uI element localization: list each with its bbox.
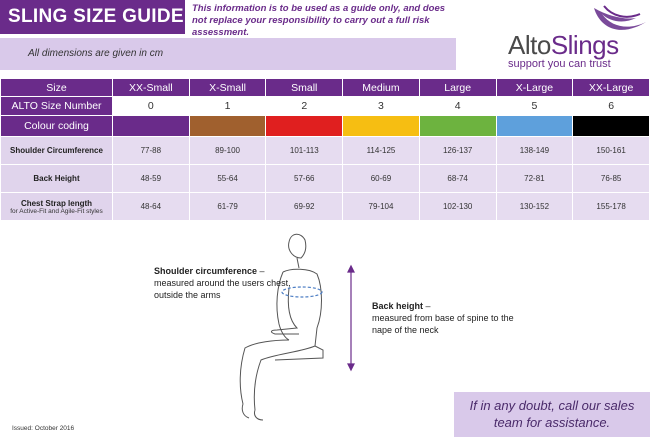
shoulder-cell: 114-125 bbox=[343, 137, 420, 165]
size-small: Small bbox=[266, 79, 343, 97]
disclaimer-text: This information is to be used as a guide only, and does not replace your responsibility to carry out a full risk assessment. bbox=[186, 0, 456, 34]
shoulder-cell: 77-88 bbox=[113, 137, 190, 165]
colour-coding-row bbox=[1, 116, 650, 137]
issued-date: Issued: October 2016 bbox=[12, 425, 75, 432]
page-title: SLING SIZE GUIDE bbox=[8, 6, 184, 27]
seated-figure-illustration bbox=[205, 228, 355, 428]
back-height-row bbox=[1, 165, 650, 193]
colour-coding-label: Colour coding bbox=[1, 116, 113, 137]
dimensions-bar bbox=[0, 38, 456, 70]
chest-strap-title: Chest Strap length bbox=[20, 198, 93, 208]
logo-word-alto: Alto bbox=[508, 30, 551, 60]
shoulder-cell: 126-137 bbox=[419, 137, 496, 165]
size-table bbox=[0, 78, 650, 221]
chest-strap-cell: 130-152 bbox=[496, 193, 573, 221]
shoulder-cell: 89-100 bbox=[189, 137, 266, 165]
size-number-cell: 2 bbox=[266, 97, 343, 116]
chest-strap-cell: 102-130 bbox=[419, 193, 496, 221]
altoslings-logo bbox=[500, 2, 650, 72]
chest-strap-cell: 79-104 bbox=[343, 193, 420, 221]
size-number-cell: 0 bbox=[113, 97, 190, 116]
shoulder-annotation-dash: – bbox=[257, 266, 265, 276]
chest-strap-cell: 155-178 bbox=[573, 193, 650, 221]
size-number-cell: 5 bbox=[496, 97, 573, 116]
back-height-label: Back Height bbox=[1, 165, 113, 193]
colour-swatch bbox=[113, 116, 190, 137]
back-height-cell: 57-66 bbox=[266, 165, 343, 193]
size-large: Large bbox=[419, 79, 496, 97]
chest-strap-subtitle: for Active-Fit and Agile-Fit styles bbox=[10, 207, 103, 215]
chest-strap-cell: 48-64 bbox=[113, 193, 190, 221]
colour-swatch bbox=[189, 116, 266, 137]
chest-strap-label bbox=[1, 193, 113, 221]
back-height-cell: 76-85 bbox=[573, 165, 650, 193]
size-number-row bbox=[1, 97, 650, 116]
back-height-cell: 48-59 bbox=[113, 165, 190, 193]
size-xx-small: XX-Small bbox=[113, 79, 190, 97]
chest-strap-cell: 61-79 bbox=[189, 193, 266, 221]
back-height-cell: 60-69 bbox=[343, 165, 420, 193]
size-xx-large: XX-Large bbox=[573, 79, 650, 97]
colour-swatch bbox=[343, 116, 420, 137]
size-x-large: X-Large bbox=[496, 79, 573, 97]
colour-swatch bbox=[266, 116, 343, 137]
size-number-cell: 3 bbox=[343, 97, 420, 116]
chest-strap-cell: 69-92 bbox=[266, 193, 343, 221]
back-height-cell: 72-81 bbox=[496, 165, 573, 193]
back-height-cell: 55-64 bbox=[189, 165, 266, 193]
logo-wordmark bbox=[508, 30, 619, 61]
shoulder-row bbox=[1, 137, 650, 165]
size-number-cell: 4 bbox=[419, 97, 496, 116]
back-height-annotation bbox=[372, 300, 522, 336]
size-x-small: X-Small bbox=[189, 79, 266, 97]
size-number-cell: 1 bbox=[189, 97, 266, 116]
size-number-label: ALTO Size Number bbox=[1, 97, 113, 116]
back-height-annotation-title: Back height bbox=[372, 301, 424, 311]
size-label: Size bbox=[1, 79, 113, 97]
colour-swatch bbox=[419, 116, 496, 137]
colour-swatch bbox=[496, 116, 573, 137]
title-bar bbox=[0, 0, 185, 34]
chest-strap-row bbox=[1, 193, 650, 221]
back-height-cell: 68-74 bbox=[419, 165, 496, 193]
sales-help-box: If in any doubt, call our sales team for assistance. bbox=[454, 392, 650, 437]
back-height-annotation-text: measured from base of spine to the nape of the neck bbox=[372, 313, 514, 335]
logo-word-slings: Slings bbox=[550, 30, 619, 60]
size-number-cell: 6 bbox=[573, 97, 650, 116]
shoulder-label: Shoulder Circumference bbox=[1, 137, 113, 165]
shoulder-annotation-title: Shoulder circumference bbox=[154, 266, 258, 276]
shoulder-cell: 138-149 bbox=[496, 137, 573, 165]
size-medium: Medium bbox=[343, 79, 420, 97]
shoulder-cell: 101-113 bbox=[266, 137, 343, 165]
shoulder-annotation-text: measured around the users chest, outside the arms bbox=[154, 278, 291, 300]
size-header-row bbox=[1, 79, 650, 97]
logo-tagline: support you can trust bbox=[508, 58, 611, 70]
back-height-annotation-dash: – bbox=[423, 301, 431, 311]
shoulder-cell: 150-161 bbox=[573, 137, 650, 165]
shoulder-annotation bbox=[154, 265, 299, 301]
dimensions-note: All dimensions are given in cm bbox=[28, 48, 164, 59]
colour-swatch bbox=[573, 116, 650, 137]
